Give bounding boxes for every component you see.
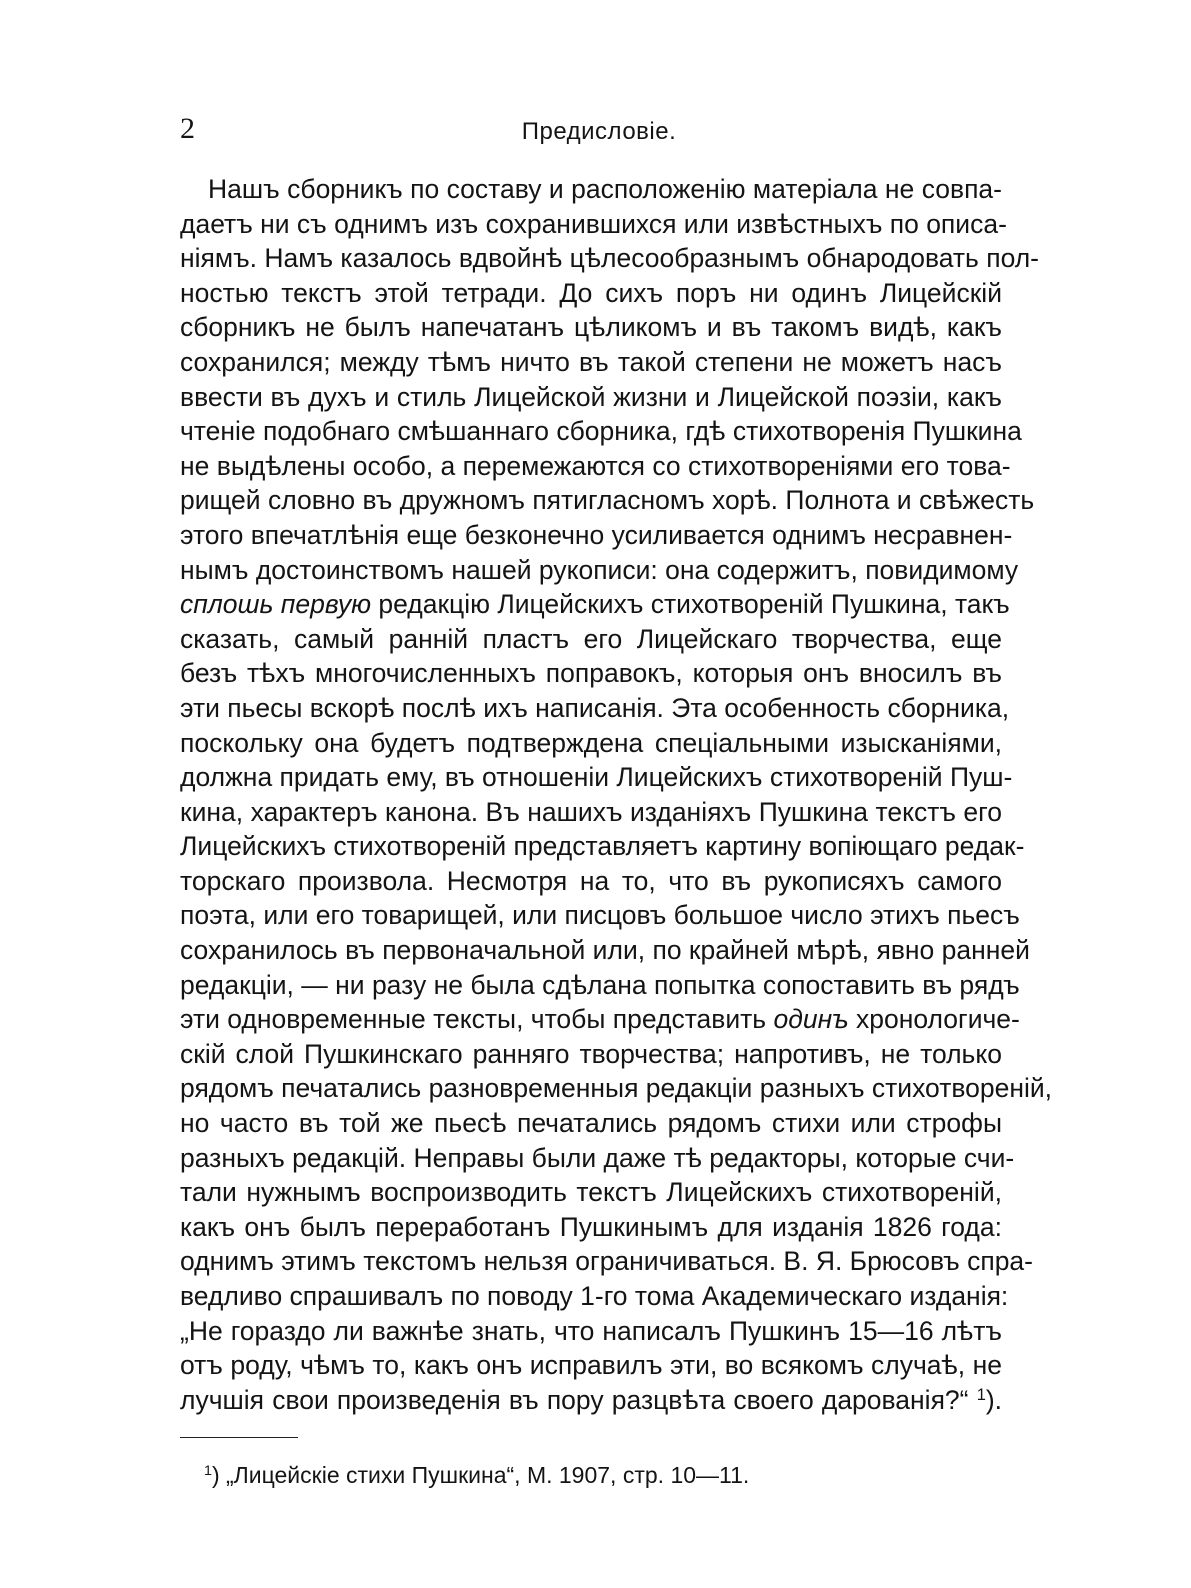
text-line: Нашъ сборникъ по составу и расположенію матеріала не совпа- (208, 174, 1002, 204)
text-fragment: хронологиче- (848, 1004, 1020, 1035)
text-line: Лицейскихъ стихотвореній представляетъ картину вопіющаго редак- (180, 831, 1025, 862)
text-line (180, 1002, 1020, 1037)
text-line: поскольку она будетъ подтверждена спеціальными изысканіями, (180, 727, 1002, 758)
text-fragment: эти одновременные тексты, чтобы представить (180, 1004, 774, 1035)
text-line: должна придать ему, въ отношеніи Лицейскихъ стихотвореній Пуш- (180, 762, 1013, 793)
text-line: но часто въ той же пьесѣ печатались рядомъ стихи или строфы (180, 1108, 1002, 1139)
text-line: ввести въ духъ и стиль Лицейской жизни и Лицейской поэзіи, какъ (180, 381, 1002, 412)
text-line: этого впечатлѣнія еще безконечно усиливается однимъ несравнен- (180, 519, 1013, 550)
text-line: не выдѣлены особо, а перемежаются со стихотвореніями его това- (180, 450, 1011, 481)
text-line: сказать, самый ранній пластъ его Лицейскаго творчества, еще (180, 623, 1002, 654)
text-line: ностью текстъ этой тетради. До сихъ поръ ни одинъ Лицейскій (180, 277, 1002, 308)
text-line: сохранился; между тѣмъ ничто въ такой степени не можетъ насъ (180, 346, 1002, 377)
text-line: рищей словно въ дружномъ пятигласномъ хорѣ. Полнота и свѣжесть (180, 485, 1035, 516)
footnote-text: „Лицейскіе стихи Пушкина“, М. 1907, стр. 10—11. (219, 1462, 750, 1488)
text-line: даетъ ни съ однимъ изъ сохранившихся или извѣстныхъ по описа- (180, 208, 1007, 239)
text-line: редакціи, — ни разу не была сдѣлана попытка сопоставить въ рядъ (180, 969, 1020, 1000)
footnote-reference: 1 (976, 1385, 986, 1404)
text-line: поэта, или его товарищей, или писцовъ большое число этихъ пьесъ (180, 900, 1020, 931)
text-line: ведливо спрашивалъ по поводу 1-го тома Академическаго изданія: (180, 1281, 1009, 1311)
text-fragment: ). (985, 1384, 1003, 1415)
text-line: сохранилось въ первоначальной или, по крайней мѣрѣ, явно ранней (180, 935, 1030, 966)
body-paragraph (180, 172, 1053, 1417)
text-line: ніямъ. Намъ казалось вдвойнѣ цѣлесообразнымъ обнародовать пол- (180, 243, 1040, 274)
text-line: кина, характеръ канона. Въ нашихъ изданіяхъ Пушкина текстъ его (180, 796, 1002, 827)
text-fragment: редакцію Лицейскихъ стихотвореній Пушкина, такъ (371, 589, 1010, 620)
text-line: скій слой Пушкинскаго ранняго творчества; напротивъ, не только (180, 1038, 1002, 1069)
footnote-marker: 1 (204, 1463, 212, 1480)
footnote (204, 1462, 749, 1489)
italic-emphasis: одинъ (773, 1004, 849, 1035)
italic-emphasis: сплошь первую (180, 589, 371, 620)
text-line: нымъ достоинствомъ нашей рукописи: она содержитъ, повидимому (180, 554, 1019, 585)
text-line: безъ тѣхъ многочисленныхъ поправокъ, которыя онъ вносилъ въ (180, 658, 1002, 689)
text-line: разныхъ редакцій. Неправы были даже тѣ редакторы, которые счи- (180, 1142, 1015, 1173)
text-line: однимъ этимъ текстомъ нельзя ограничиваться. В. Я. Брюсовъ спра- (180, 1246, 1033, 1277)
text-line: эти пьесы вскорѣ послѣ ихъ написанія. Эта особенность сборника, (180, 692, 1010, 723)
text-line (180, 587, 1010, 622)
text-line: „Не гораздо ли важнѣе знать, что написалъ Пушкинъ 15—16 лѣтъ (180, 1315, 1002, 1346)
footnote-divider (180, 1437, 298, 1438)
footnote-marker-paren: ) (211, 1462, 220, 1488)
text-fragment: лучшія свои произведенія въ пору разцвѣта своего дарованія?“ (180, 1384, 969, 1415)
running-title: Предисловіе. (521, 118, 677, 145)
text-line: тали нужнымъ воспроизводить текстъ Лицейскихъ стихотвореній, (180, 1177, 1002, 1208)
text-line (180, 1383, 1002, 1418)
page-header (180, 112, 1010, 152)
text-line: сборникъ не былъ напечатанъ цѣликомъ и въ такомъ видѣ, какъ (180, 312, 1002, 343)
text-line: отъ роду, чѣмъ то, какъ онъ исправилъ эти, во всякомъ случаѣ, не (180, 1350, 1002, 1381)
text-line: торскаго произвола. Несмотря на то, что въ рукописяхъ самого (180, 865, 1002, 896)
page-number: 2 (180, 112, 195, 145)
text-line: какъ онъ былъ переработанъ Пушкинымъ для изданія 1826 года: (180, 1211, 1002, 1242)
text-line: рядомъ печатались разновременныя редакціи разныхъ стихотвореній, (180, 1073, 1053, 1104)
text-line: чтеніе подобнаго смѣшаннаго сборника, гдѣ стихотворенія Пушкина (180, 416, 1022, 447)
